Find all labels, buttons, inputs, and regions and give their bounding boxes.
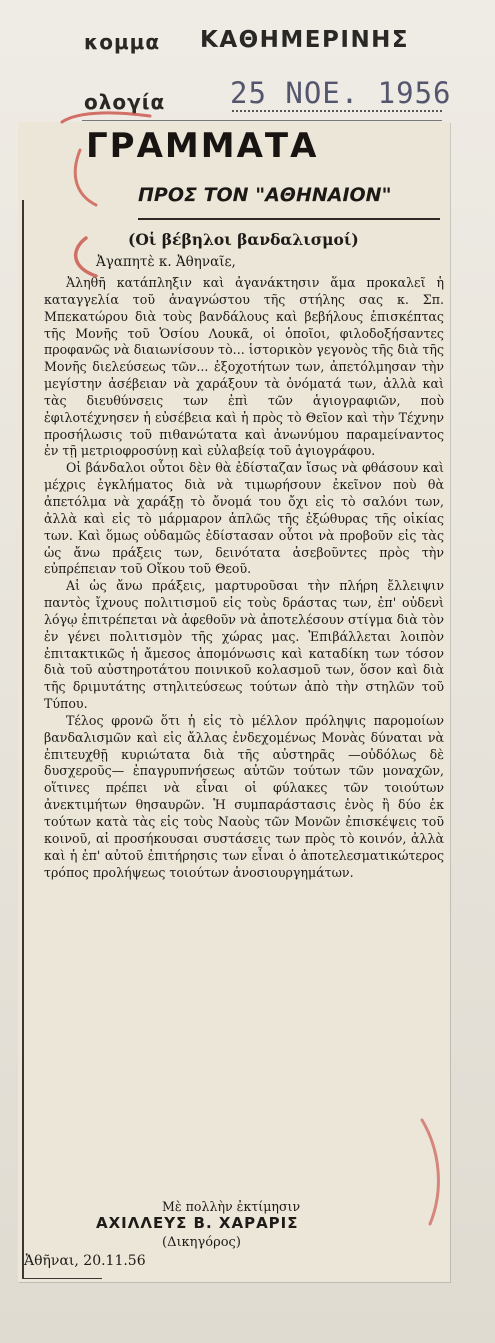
- paragraph-1: Ἀληθῆ κατάπληξιν καὶ ἀγανάκτησιν ἅμα προκαλεῖ ἡ καταγγελία τοῦ ἀναγνώστου τῆς στήλης σας κ. Σπ. Μπεκατώρου διὰ τοὺς βανδάλους καὶ βεβήλους ἐπισκέπτας τῆς Μονῆς τοῦ Ὁσίου Λουκᾶ, οἱ ὁποῖοι, φιλοδοξήσαντες προφανῶς νὰ διαιωνίσουν τὸ... ἱστορικὸν γεγονὸς τῆς διὰ τῆς Μονῆς διελεύσεως τῶν... ἐξοχοτήτων των, ἀπετόλμησαν τὴν μεγίστην ἀσέβειαν νὰ χαράξουν τὰ ὀνόματά των, ἀλλὰ καὶ τὰς διευθύνσεις των ἐπὶ τῶν ἁγιογραφιῶν, ποὺ ἐφιλοτέχνησεν ἡ εὐσέβεια καὶ ἡ πρὸς τὸ Θεῖον καὶ τὴν Τέχνην προσήλωσις τοῦ πιθανώτατα καὶ ἀνωνύμου παραμείναντος ἐν τῇ μετριοφροσύνῃ καὶ εὐλαβείᾳ τοῦ ἁγιογράφου.: [44, 275, 444, 459]
- letter-body: [44, 275, 444, 881]
- heading-rule: [82, 120, 442, 121]
- date-stamp: 25 ΝΟΕ. 1956: [230, 76, 452, 110]
- header-ologia-label: ολογία: [84, 90, 166, 114]
- profession: (Δικηγόρος): [162, 1235, 241, 1250]
- place-date: Ἀθῆναι, 20.11.56: [24, 1253, 146, 1269]
- section-title: ΓΡΑΜΜΑΤΑ: [86, 126, 319, 166]
- subtitle-rule: [138, 218, 440, 220]
- column-rule-foot: [22, 1278, 102, 1279]
- signature: ΑΧΙΛΛΕΥΣ Β. ΧΑΡΑΡΙΣ: [96, 1214, 299, 1232]
- paragraph-2: Οἱ βάνδαλοι οὗτοι δὲν θὰ ἐδίσταζαν ἴσως νὰ φθάσουν καὶ μέχρις ἐγκλήματος διὰ νὰ τιμωρήσουν ἐκεῖνον ποὺ θὰ ἀπετόλμα νὰ χαράξῃ τὸ ὄνομά του ὄχι εἰς τὸ σαλόνι των, ἀλλὰ καὶ εἰς τὸ μάρμαρον ἁπλῶς τῆς ἐξώθυρας τῆς οἰκίας των. Καὶ ὅμως οὐδαμῶς ἐδίστασαν οὗτοι νὰ προβοῦν εἰς τὰς ὡς ἄνω πράξεις των, δεινότατα ἀσεβοῦντες πρὸς τὴν εὐπρέπειαν τοῦ Οἴκου τοῦ Θεοῦ.: [44, 460, 444, 577]
- salutation: Ἀγαπητὲ κ. Ἀθηναῖε,: [96, 254, 236, 270]
- header-komma-label: κομμα: [84, 30, 161, 54]
- article-title: (Οἱ βέβηλοι βανδαλισμοί): [128, 230, 359, 249]
- paragraph-4: Τέλος φρονῶ ὅτι ἡ εἰς τὸ μέλλον πρόληψις παρομοίων βανδαλισμῶν καὶ εἰς ἄλλας ἐνδεχομένως Μονὰς δύναται νὰ ἐπιτευχθῇ κυριώτατα διὰ τῆς αὐστηρᾶς —οὐδόλως δὲ δυσχεροῦς— ἐπαγρυπνήσεως αὐτῶν τούτων τῶν μοναχῶν, οἵτινες πρέπει νὰ εἶναι οἱ φύλακες τῶν τοιούτων ἀνεκτιμήτων θησαυρῶν. Ἡ συμπαράστασις ἑνὸς ἢ δύο ἐκ τούτων κατὰ τὰς εἰς τοὺς Ναοὺς τῶν Μονῶν ἐπισκέψεις τοῦ κοινοῦ, αἱ προσήκουσαι συστάσεις των πρὸς τὸ κοινόν, ἀλλὰ καὶ ἡ ἐπ' αὐτοῦ ἐπιτήρησις των εἶναι ὁ ἀποτελεσματικώτερος τρόπος προλήψεως τοιούτων ἀνοσιουργημάτων.: [44, 712, 444, 880]
- column-subtitle: ΠΡΟΣ ΤΟΝ "ΑΘΗΝΑΙΟΝ": [138, 184, 392, 206]
- newspaper-name: ΚΑΘΗΜΕΡΙΝΗΣ: [200, 27, 410, 53]
- closing-line: Μὲ πολλὴν ἐκτίμησιν: [162, 1199, 301, 1214]
- dotted-line: [232, 110, 442, 112]
- paragraph-3: Αἱ ὡς ἄνω πράξεις, μαρτυροῦσαι τὴν πλήρη ἔλλειψιν παντὸς ἴχνους πολιτισμοῦ εἰς τοὺς δράστας των, ἐπ' οὐδενὶ λόγῳ ἐπιτρέπεται νὰ ἀφεθοῦν νὰ ἀποτελέσουν στίγμα διὰ τὸν ἐν γένει πολιτισμὸν τῆς χώρας μας. Ἐπιβάλλεται λοιπὸν ἐπιτακτικῶς ἡ ἄμεσος ἀπομόνωσις καὶ καταδίκη των τόσον διὰ τοῦ αὐστηροτάτου ποινικοῦ κολασμοῦ των, ὅσον καὶ διὰ τῆς δριμυτάτης στηλιτεύσεως τούτων ἀπὸ τὴν στηλῶν τοῦ Τύπου.: [44, 578, 444, 712]
- column-rule: [22, 200, 24, 1278]
